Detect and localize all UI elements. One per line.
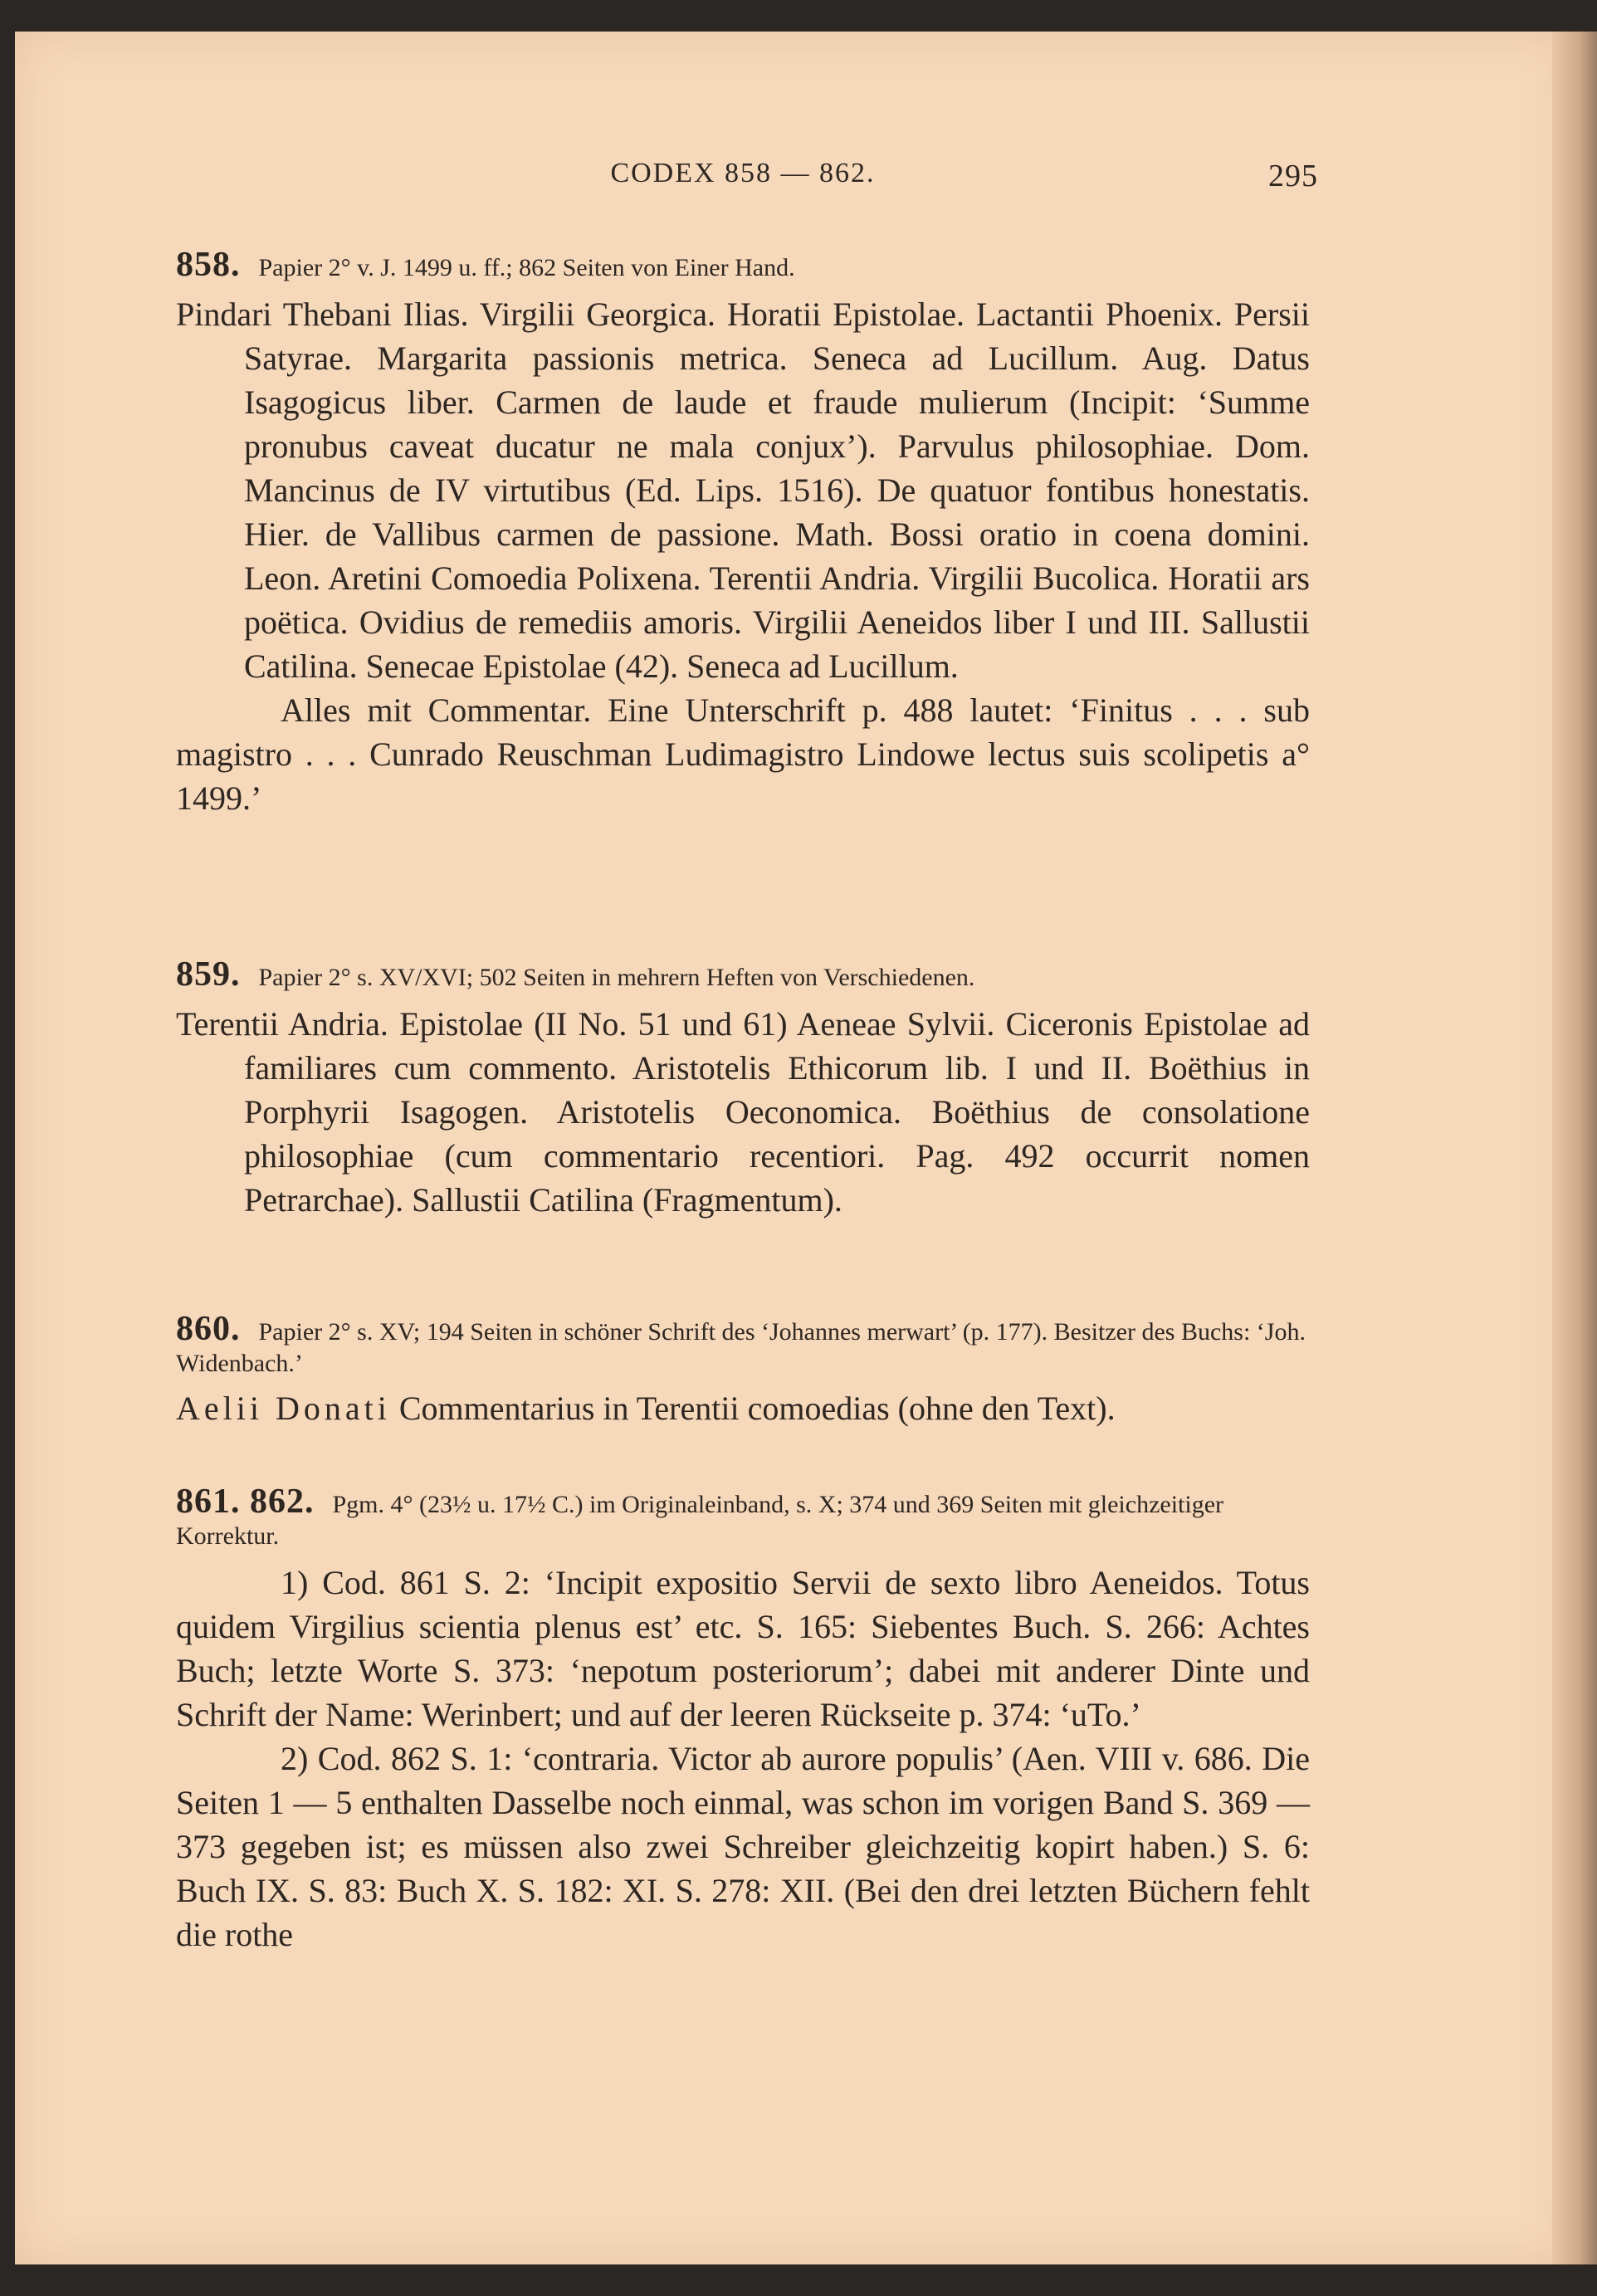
entry-number: 858.	[176, 246, 241, 284]
work-title: Commentarius in Terentii comoedias (ohne den Text).	[398, 1390, 1116, 1427]
entry-description: Pgm. 4° (23½ u. 17½ C.) im Originaleinband, s. X; 374 und 369 Seiten mit gleichzeitiger Korrektur.	[176, 1491, 1224, 1550]
entry-note: Alles mit Commentar. Eine Unterschrift p. 488 lautet: ‘Finitus . . . sub magistro . . . Cunrado Reuschman Ludimagistro Lindowe lectus suis scolipetis a° 1499.’	[176, 691, 1310, 817]
entry-number: 860.	[176, 1310, 241, 1348]
entry-contents: Pindari Thebani Ilias. Virgilii Georgica. Horatii Epistolae. Lactantii Phoenix. Persii Satyrae. Margarita passionis metrica. Seneca ad Lucillum. Aug. Datus Isagogicus liber. Carmen de laude et fraude mulierum (Incipit: ‘Summe pronubus caveat ducatur ne mala conjux’). Parvulus philosophiae. Dom. Mancinus de IV virtutibus (Ed. Lips. 1516). De quatuor fontibus honestatis. Hier. de Vallibus carmen de passione. Math. Bossi oratio in coena domini. Leon. Aretini Comoedia Polixena. Terentii Andria. Virgilii Bucolica. Horatii ars poëtica. Ovidius de remediis amoris. Virgilii Aeneidos liber I und III. Sallustii Catilina. Senecae Epistolae (42). Seneca ad Lucillum.	[176, 296, 1310, 685]
entry-note-2: 2) Cod. 862 S. 1: ‘contraria. Victor ab aurore populis’ (Aen. VIII v. 686. Die Seiten 1 — 5 enthalten Dasselbe noch einmal, was schon im vorigen Band S. 369 — 373 gegeben ist; es müssen also zwei Schreiber gleichzeitig kopirt haben.) S. 6: Buch IX. S. 83: Buch X. S. 182: XI. S. 278: XII. (Bei den drei letzten Büchern fehlt die rothe	[176, 1740, 1310, 1953]
codex-entry-861-862	[176, 1483, 1310, 1956]
author-name: Aelii Donati	[176, 1390, 391, 1427]
entry-number: 859.	[176, 955, 241, 994]
codex-entry-859	[176, 955, 1310, 1222]
entry-description: Papier 2° s. XV/XVI; 502 Seiten in mehrern Heften von Verschiedenen.	[258, 964, 975, 991]
scan-border	[0, 2264, 1597, 2296]
running-header	[176, 149, 1318, 199]
entry-meta	[176, 1483, 1310, 1552]
codex-entry-860	[176, 1310, 1310, 1430]
page-number: 295	[1268, 159, 1318, 193]
entry-description: Papier 2° v. J. 1499 u. ff.; 862 Seiten von Einer Hand.	[258, 254, 795, 281]
page-edge	[1552, 32, 1597, 2296]
entry-meta	[176, 1310, 1310, 1380]
entry-number: 861. 862.	[176, 1483, 315, 1521]
codex-entry-858	[176, 246, 1310, 820]
entry-meta	[176, 246, 1310, 284]
entry-note-1: 1) Cod. 861 S. 2: ‘Incipit expositio Servii de sexto libro Aeneidos. Totus quidem Virgilius scientia plenus est’ etc. S. 165: Siebentes Buch. S. 266: Achtes Buch; letzte Worte S. 373: ‘nepotum posteriorum’; dabei mit anderer Dinte und Schrift der Name: Werinbert; und auf der leeren Rückseite p. 374: ‘uTo.’	[176, 1564, 1310, 1733]
entry-description: Papier 2° s. XV; 194 Seiten in schöner Schrift des ‘Johannes merwart’ (p. 177). Besitzer des Buchs: ‘Joh. Widenbach.’	[176, 1318, 1306, 1377]
entry-meta	[176, 955, 1310, 994]
entry-contents	[176, 1386, 1310, 1430]
entry-contents: Terentii Andria. Epistolae (II No. 51 und 61) Aeneae Sylvii. Ciceronis Epistolae ad familiares cum commento. Aristotelis Ethicorum lib. I und II. Boëthius in Porphyrii Isagogen. Aristotelis Oeconomica. Boëthius de consolatione philosophiae (cum commentario recentiori. Pag. 492 occurrit nomen Petrarchae). Sallustii Catilina (Fragmentum).	[176, 1005, 1310, 1219]
running-title: CODEX 858 — 862.	[610, 158, 876, 188]
